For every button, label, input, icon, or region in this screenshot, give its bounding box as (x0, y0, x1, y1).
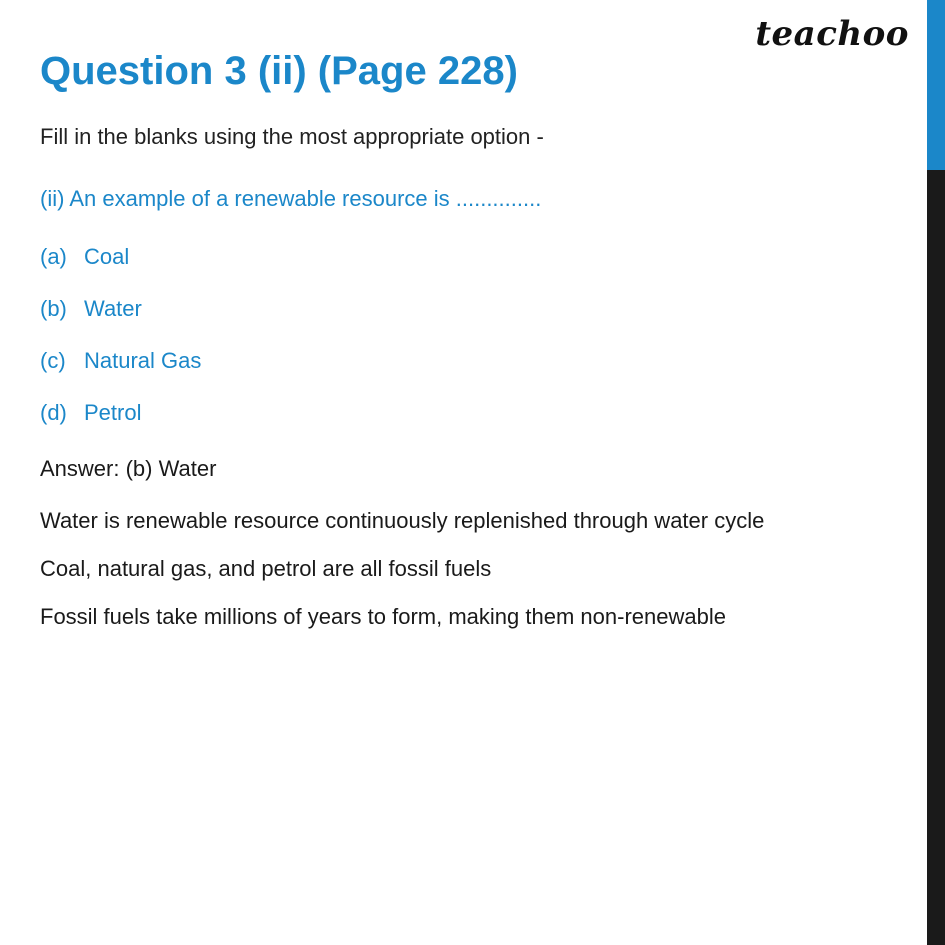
option-b-label: Water (84, 296, 142, 321)
right-edge-accent-bar (927, 0, 945, 170)
question-text: (ii) An example of a renewable resource is .............. (40, 186, 542, 211)
option-b (40, 296, 885, 322)
option-a-label: Coal (84, 244, 130, 269)
option-a-key: (a) (40, 244, 67, 269)
option-c (40, 348, 885, 374)
explanation-line-3: Fossil fuels take millions of years to form, making them non-renewable (40, 604, 726, 630)
answer-text: Answer: (b) Water (40, 456, 217, 481)
option-d-key: (d) (40, 400, 67, 425)
document-content (40, 48, 885, 648)
explanation-line-2: Coal, natural gas, and petrol are all fossil fuels (40, 556, 492, 582)
option-b-key: (b) (40, 296, 67, 321)
option-d (40, 400, 885, 426)
explanation-line-1: Water is renewable resource continuously replenished through water cycle (40, 508, 765, 533)
option-a (40, 244, 885, 270)
page-title: Question 3 (ii) (Page 228) (40, 49, 518, 93)
right-edge-dark-bar (927, 170, 945, 945)
teachoo-logo: teachoo (755, 14, 909, 54)
option-d-label: Petrol (84, 400, 142, 425)
option-c-label: Natural Gas (84, 348, 202, 373)
option-c-key: (c) (40, 348, 66, 373)
instruction-text: Fill in the blanks using the most appropriate option - (40, 124, 544, 149)
